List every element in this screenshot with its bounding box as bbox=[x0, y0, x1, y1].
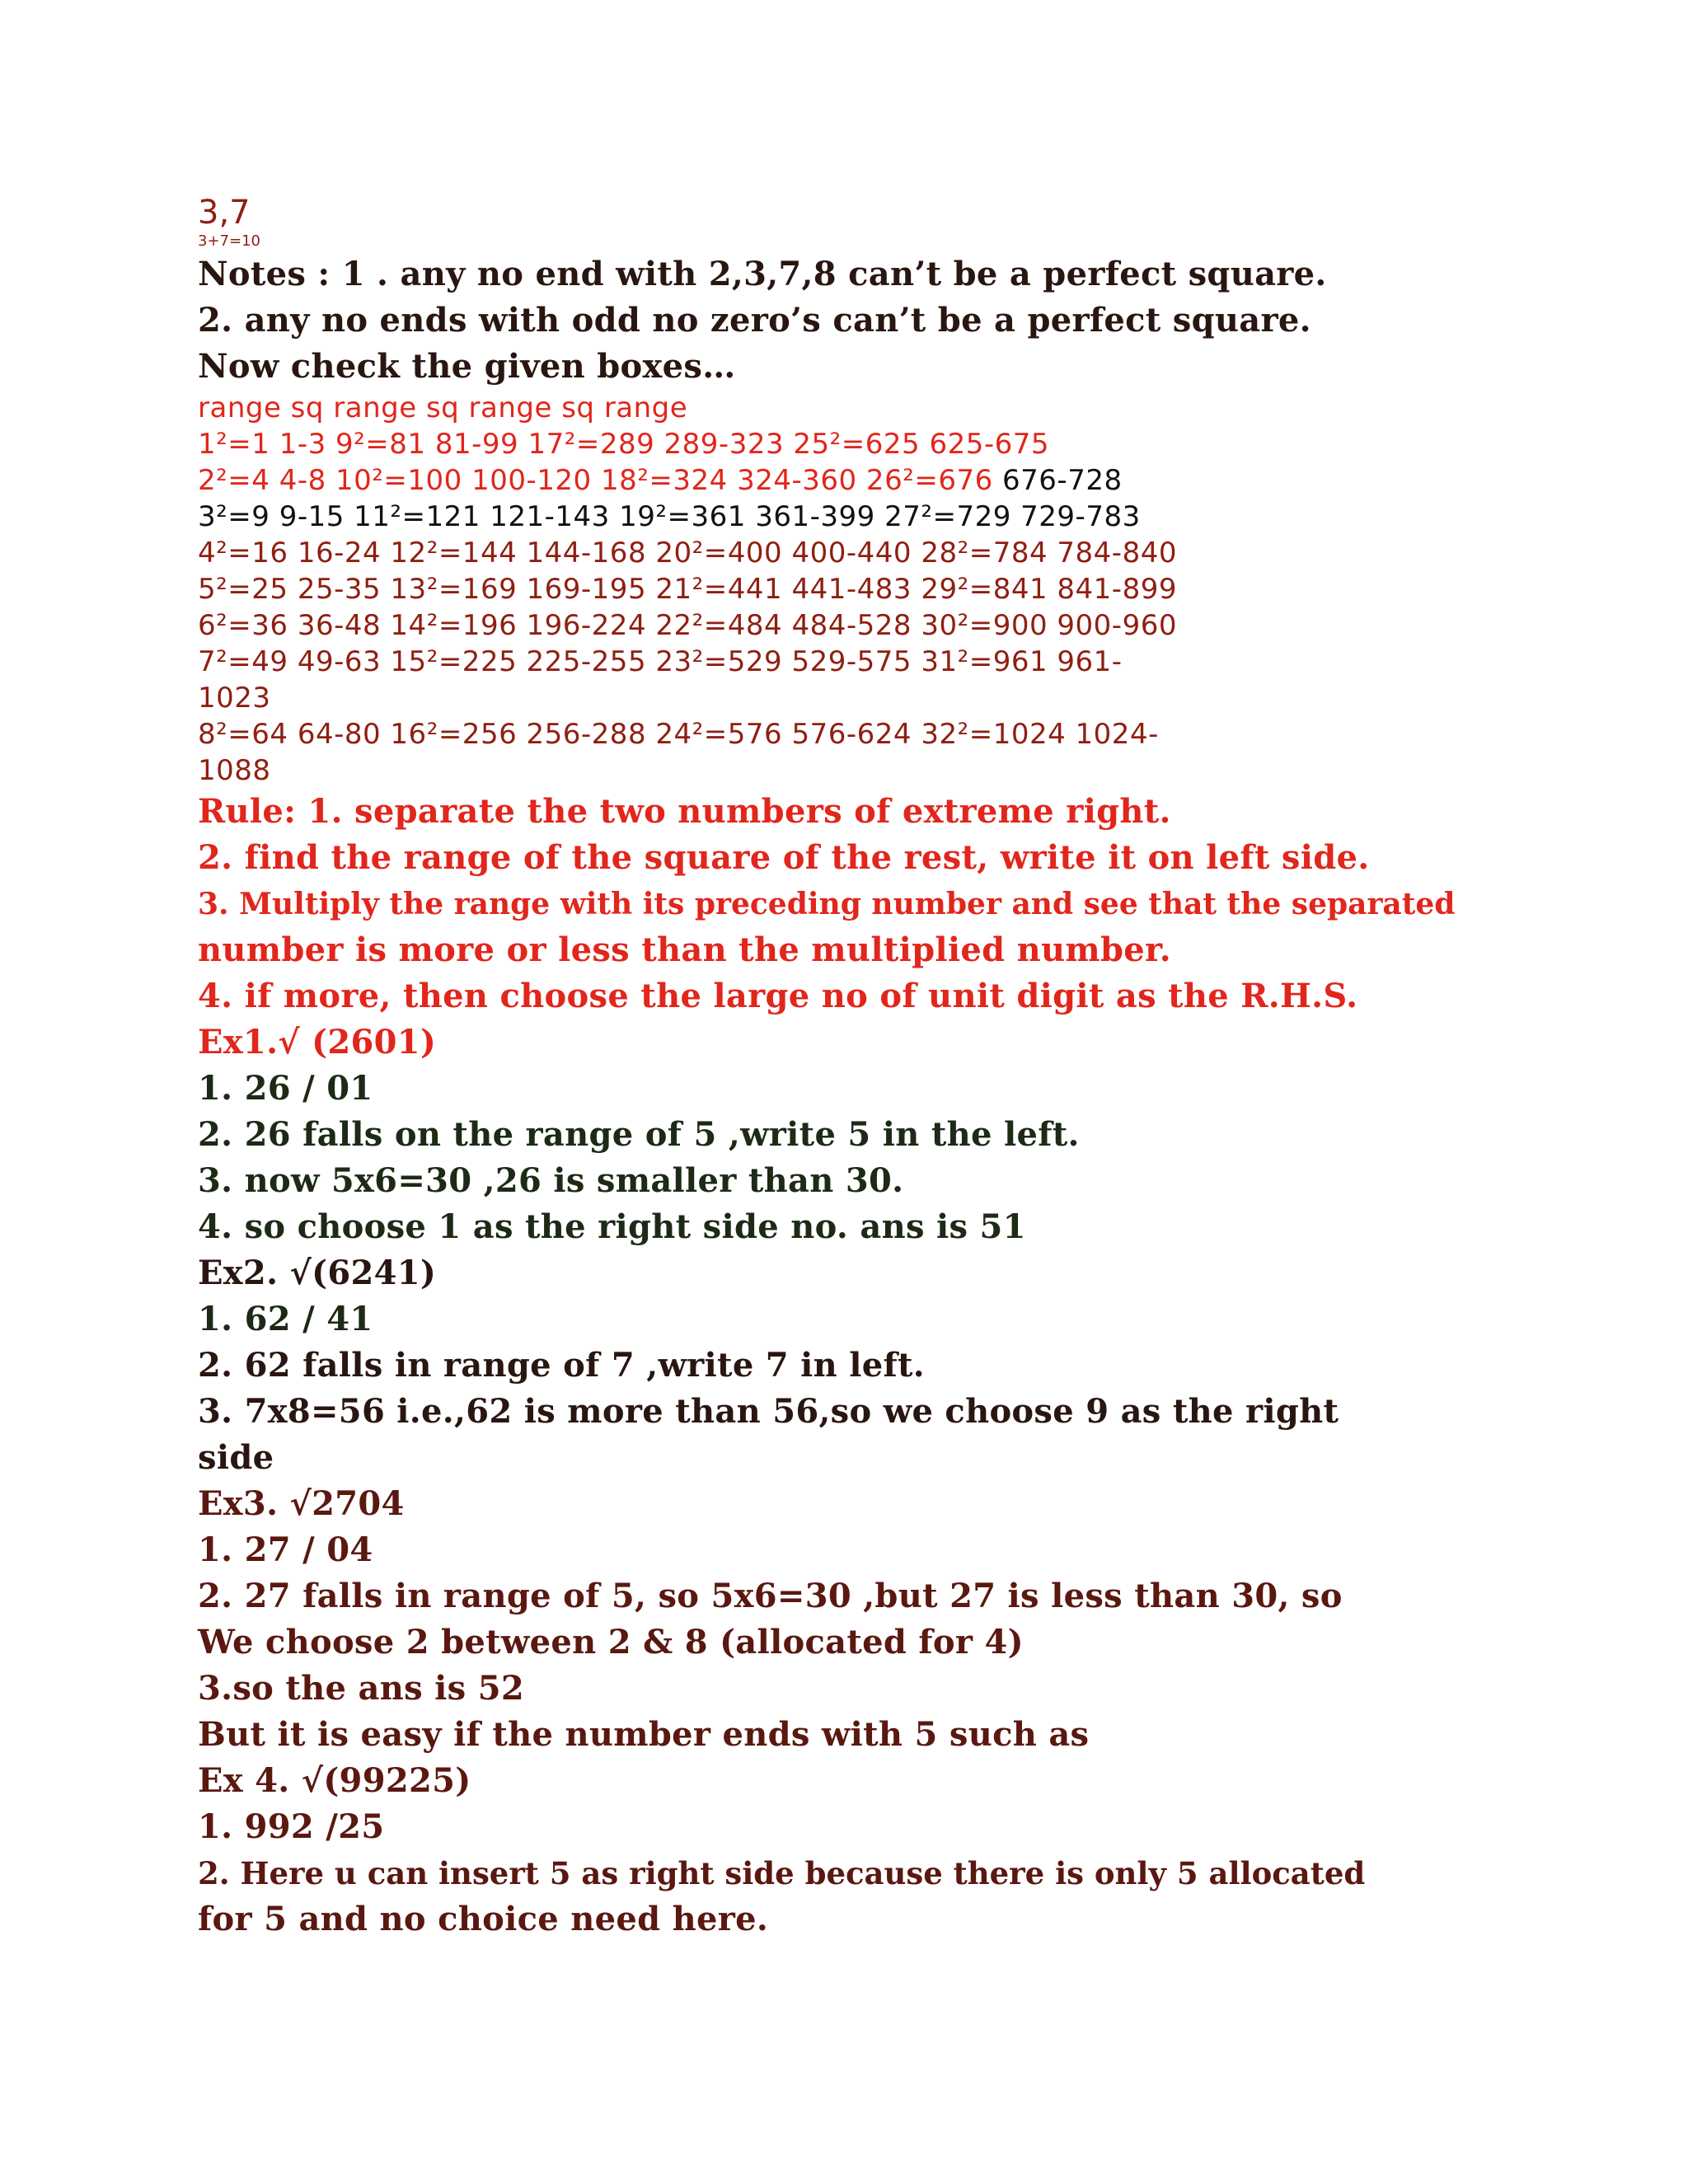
table-row-6: 6²=36 36-48 14²=196 196-224 22²=484 484-528 30²=900 900-960 bbox=[198, 609, 1177, 642]
note-line-3: Now check the given boxes… bbox=[198, 347, 736, 386]
table-row-8a: 8²=64 64-80 16²=256 256-288 24²=576 576-624 32²=1024 1024- bbox=[198, 718, 1159, 751]
note-line-2: 2. any no ends with odd no zero’s can’t be a perfect square. bbox=[198, 301, 1311, 340]
rule-line-4: number is more or less than the multiplied number. bbox=[198, 930, 1171, 969]
ex2-title: Ex2. √(6241) bbox=[198, 1254, 437, 1292]
table-row-4: 4²=16 16-24 12²=144 144-168 20²=400 400-440 28²=784 784-840 bbox=[198, 537, 1177, 569]
ex4-step-1: 1. 992 /25 bbox=[198, 1807, 385, 1846]
heading: 3,7 bbox=[198, 194, 251, 232]
ex4-step-2-cont: for 5 and no choice need here. bbox=[198, 1900, 769, 1938]
table-row-7a: 7²=49 49-63 15²=225 225-255 23²=529 529-575 31²=961 961- bbox=[198, 645, 1123, 678]
table-row-8b: 1088 bbox=[198, 754, 271, 787]
ex1-step-4: 4. so choose 1 as the right side no. ans is 51 bbox=[198, 1207, 1026, 1246]
rule-line-5: 4. if more, then choose the large no of unit digit as the R.H.S. bbox=[198, 977, 1358, 1015]
ex1-step-1: 1. 26 / 01 bbox=[198, 1069, 373, 1108]
note-line-1: Notes : 1 . any no end with 2,3,7,8 can’t be a perfect square. bbox=[198, 255, 1327, 293]
ex3-step-1: 1. 27 / 04 bbox=[198, 1530, 373, 1569]
ex3-title: Ex3. √2704 bbox=[198, 1484, 405, 1523]
ex3-note: But it is easy if the number ends with 5 such as bbox=[198, 1715, 1090, 1754]
table-row-2 bbox=[198, 462, 1484, 499]
rule-line-2: 2. find the range of the square of the rest, write it on left side. bbox=[198, 838, 1370, 877]
subheading: 3+7=10 bbox=[198, 232, 260, 250]
table-row-2-red: 2²=4 4-8 10²=100 100-120 18²=324 324-360 26²=676 bbox=[198, 464, 993, 497]
ex4-step-2: 2. Here u can insert 5 as right side because there is only 5 allocated bbox=[198, 1855, 1366, 1891]
ex3-step-2: 2. 27 falls in range of 5, so 5x6=30 ,but 27 is less than 30, so bbox=[198, 1577, 1343, 1615]
table-row-7b: 1023 bbox=[198, 682, 271, 715]
rule-line-1: Rule: 1. separate the two numbers of extreme right. bbox=[198, 792, 1171, 831]
ex3-step-3: 3.so the ans is 52 bbox=[198, 1669, 524, 1708]
ex2-step-3: 3. 7x8=56 i.e.,62 is more than 56,so we choose 9 as the right bbox=[198, 1392, 1339, 1431]
table-header: range sq range sq range sq range bbox=[198, 391, 688, 424]
document-page bbox=[198, 194, 1484, 1943]
ex2-step-3-cont: side bbox=[198, 1438, 274, 1477]
ex1-title: Ex1.√ (2601) bbox=[198, 1023, 437, 1062]
table-row-1: 1²=1 1-3 9²=81 81-99 17²=289 289-323 25²=625 625-675 bbox=[198, 428, 1050, 461]
ex1-step-2: 2. 26 falls on the range of 5 ,write 5 in the left. bbox=[198, 1115, 1080, 1154]
ex2-step-1: 1. 62 / 41 bbox=[198, 1300, 373, 1338]
ex2-step-2: 2. 62 falls in range of 7 ,write 7 in left. bbox=[198, 1346, 926, 1385]
table-row-3: 3²=9 9-15 11²=121 121-143 19²=361 361-399 27²=729 729-783 bbox=[198, 500, 1141, 533]
ex3-step-2-cont: We choose 2 between 2 & 8 (allocated for 4) bbox=[198, 1623, 1024, 1661]
ex4-title: Ex 4. √(99225) bbox=[198, 1761, 471, 1800]
table-row-2-black: 676-728 bbox=[992, 464, 1123, 497]
table-row-5: 5²=25 25-35 13²=169 169-195 21²=441 441-483 29²=841 841-899 bbox=[198, 573, 1177, 606]
rule-line-3: 3. Multiply the range with its preceding number and see that the separated bbox=[198, 887, 1456, 921]
ex1-step-3: 3. now 5x6=30 ,26 is smaller than 30. bbox=[198, 1161, 904, 1200]
